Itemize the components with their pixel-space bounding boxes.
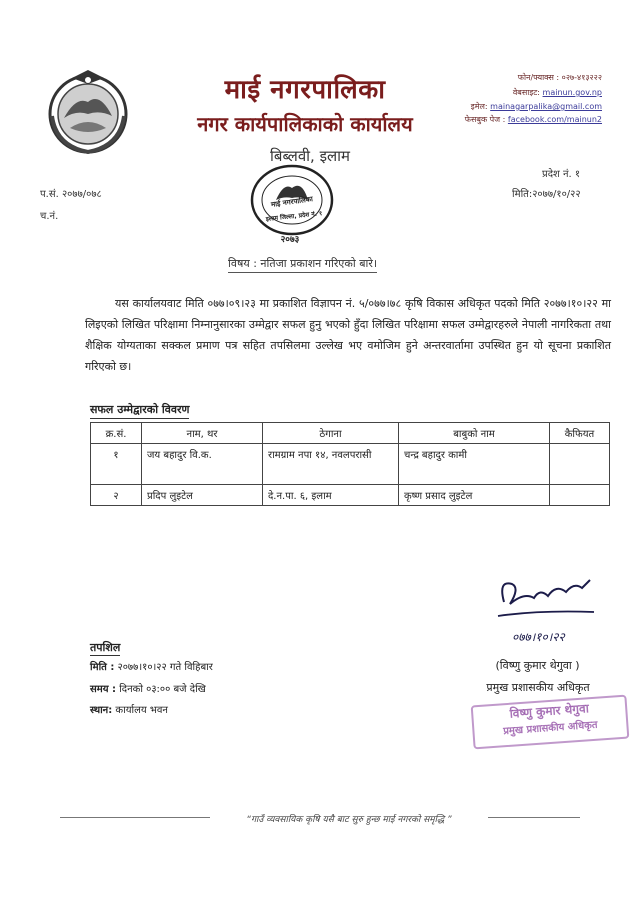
footer-slogan: “गाउँ व्यवसायिक कृषि यसै बाट सुरु हुन्छ माई नगरको समृद्धि ” — [210, 812, 488, 825]
nepal-emblem-icon — [42, 66, 134, 158]
letter-subject: विषय : नतिजा प्रकाशन गरिएको बारे। — [228, 256, 377, 273]
candidates-table — [90, 422, 610, 506]
header-address: ठेगाना — [263, 423, 399, 444]
cell-remarks — [550, 485, 610, 506]
detail-time — [90, 681, 206, 695]
website-link[interactable]: mainun.gov.np — [542, 88, 602, 97]
detail-place-value: कार्यालय भवन — [115, 705, 168, 716]
stamp-line2: इलाम जिल्ला, प्रदेश नं. १ — [265, 210, 323, 223]
letter-date: मिति:२०७७/१०/२२ — [512, 189, 581, 200]
header-father-name: बाबुको नाम — [399, 423, 550, 444]
detail-place-label: स्थान: — [90, 705, 113, 716]
stamp-year: २०७३ — [280, 235, 300, 245]
office-name: माई नगरपालिका — [224, 75, 386, 105]
body-paragraph: यस कार्यालयवाट मिति ०७७।०९।२३ मा प्रकाशित विज्ञापन नं. ५/०७७।७८ कृषि विकास अधिकृत पदको मिति २०७७।१०।२२ मा लिइएको लिखित परिक्षामा निम्नानुसारका उम्मेद्वार सफल हुनु भएको हुँदा लिखित परिक्षामा सफल उम्मेद्वारहरुले नेपाली नागरिकता तथा शैक्षिक योग्यताका सक्कल प्रमाण पत्र सहित तपसिलमा उल्लेख भए वमोजिम हुने अन्तरवार्तामा उपस्थित हुन यो सूचना प्रकाशित गरिएको छ। — [85, 297, 611, 373]
header-remarks: कैफियत — [550, 423, 610, 444]
cell-address: रामग्राम नपा १४, नवलपरासी — [263, 444, 399, 485]
office-subtitle: नगर कार्यपालिकाको कार्यालय — [197, 112, 413, 136]
signature-date: ०७७।१०।२२ — [512, 630, 565, 644]
cell-serial: १ — [91, 444, 142, 485]
contact-website — [440, 87, 602, 98]
table-row — [91, 485, 610, 506]
signatory-name: (विष्णु कुमार थेगुवा ) — [495, 659, 580, 672]
cell-serial: २ — [91, 485, 142, 506]
detail-time-value: दिनको ०३:०० बजे देखि — [119, 684, 206, 695]
signatory-stamp-line1: विष्णु कुमार थेगुवा — [509, 701, 590, 721]
cell-address: दे.न.पा. ६, इलाम — [263, 485, 399, 506]
contact-facebook — [440, 114, 602, 125]
signatory-stamp — [471, 695, 630, 750]
detail-time-label: समय : — [90, 684, 117, 695]
contact-phone: फोन/फ्याक्स : ०२७-४१३२२२ — [517, 73, 602, 82]
cell-remarks — [550, 444, 610, 485]
cell-name: जय बहादुर वि.क. — [142, 444, 263, 485]
cell-name: प्रदिप लुइटेल — [142, 485, 263, 506]
office-place: बिब्लवी, इलाम — [270, 147, 350, 165]
reference-number: प.सं. २०७७/०७८ — [40, 189, 102, 200]
letter-body — [85, 293, 611, 377]
details-title: तपशिल — [90, 641, 121, 654]
candidates-section-title: सफल उम्मेद्वारको विवरण — [90, 402, 189, 419]
header-name: नाम, थर — [142, 423, 263, 444]
website-label: वेबसाइट: — [512, 88, 540, 97]
cell-father-name: चन्द्र बहादुर कामी — [399, 444, 550, 485]
facebook-link[interactable]: facebook.com/mainun2 — [507, 115, 602, 124]
province-number: प्रदेश नं. १ — [542, 169, 581, 180]
cell-father-name: कृष्ण प्रसाद लुइटेल — [399, 485, 550, 506]
table-row — [91, 444, 610, 485]
header-serial: क्र.सं. — [91, 423, 142, 444]
detail-place — [90, 702, 168, 716]
email-link[interactable]: mainagarpalika@gmail.com — [490, 102, 602, 111]
table-header-row — [91, 423, 610, 444]
signatory-stamp-line2: प्रमुख प्रशासकीय अधिकृत — [502, 719, 598, 738]
detail-date — [90, 659, 213, 673]
stamp-line1: माई नगरपालिका — [270, 195, 314, 209]
detail-date-value: २०७७।१०।२२ गते विहिबार — [117, 662, 213, 673]
detail-date-label: मिति : — [90, 662, 115, 673]
email-label: इमेल: — [470, 102, 488, 111]
signatory-title: प्रमुख प्रशासकीय अधिकृत — [486, 681, 590, 694]
facebook-label: फेसबुक पेज : — [464, 115, 506, 124]
contact-email — [440, 101, 602, 112]
dispatch-number: च.नं. — [40, 211, 59, 222]
